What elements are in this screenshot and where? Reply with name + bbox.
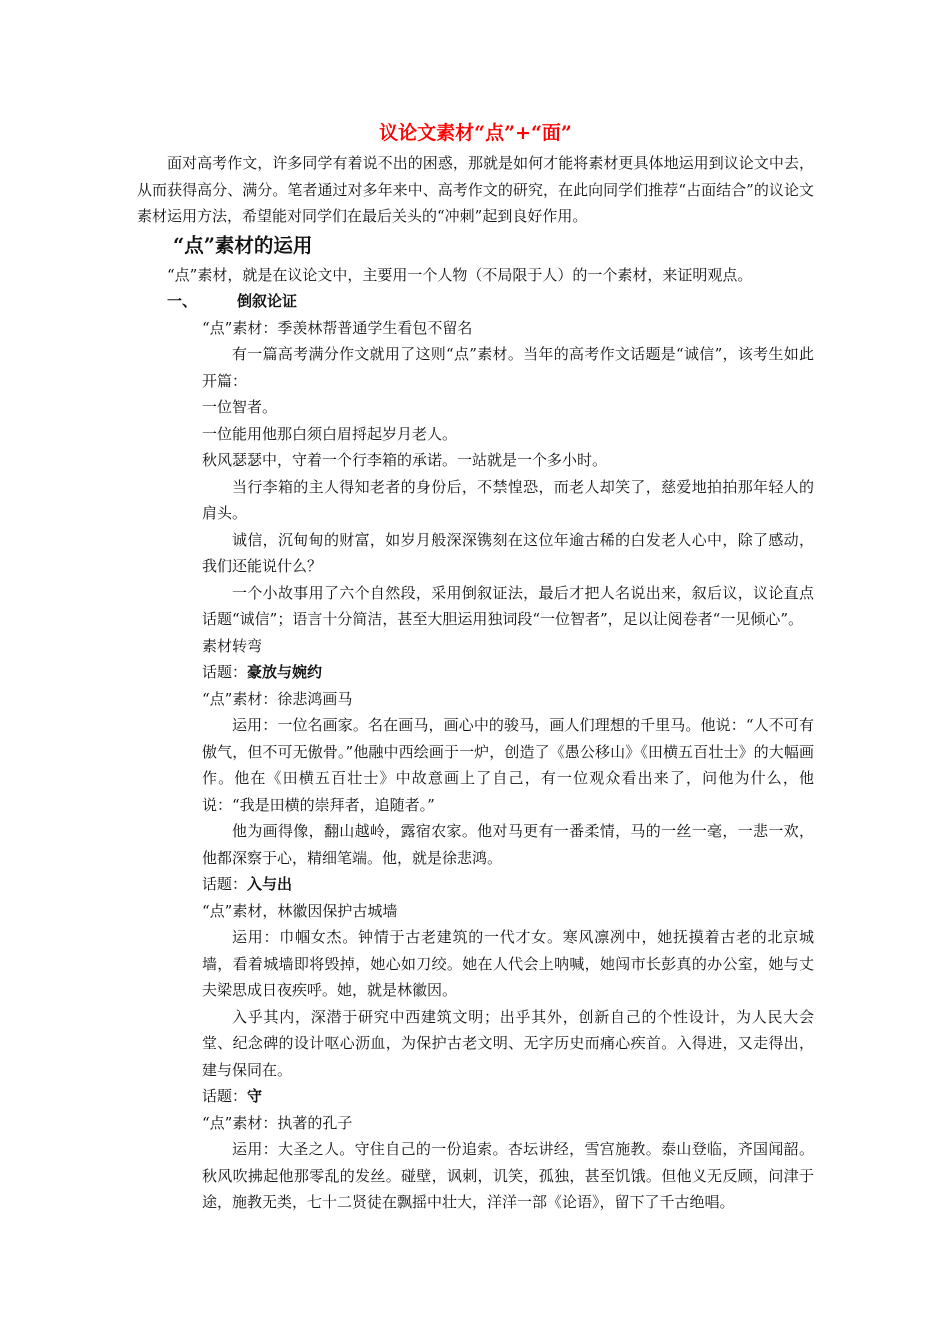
topic-1-value: 豪放与婉约 [247, 663, 323, 681]
transition-line: 素材转弯 [202, 636, 263, 655]
document-page [137, 118, 814, 1216]
story-line-2: 一位能用他那白须白眉捋起岁月老人。 [202, 424, 458, 443]
use-3a: 运用：巾帼女杰。钟情于古老建筑的一代才女。寒风凛冽中，她抚摸着古老的北京城墙，看着城墙即将毁掉，她心如刀绞。她在人代会上呐喊，她闯市长彭真的办公室，她与丈夫梁思成日夜疾呼。她，就是林徽因。 [202, 928, 814, 999]
paragraph-1: 有一篇高考满分作文就用了这则“点”素材。当年的高考作文话题是“诚信”，该考生如此开篇： [202, 345, 814, 390]
use-3b: 入乎其内，深潜于研究中西建筑文明；出乎其外，创新自己的个性设计，为人民大会堂、纪念碑的设计呕心沥血，为保护古老文明、无字历史而痛心疾首。入得进，又走得出，建与保同在。 [202, 1007, 814, 1079]
topic-label: 话题： [202, 875, 248, 893]
story-line-5: 诚信，沉甸甸的财富，如岁月般深深镌刻在这位年逾古稀的白发老人心中，除了感动，我们还能说什么？ [202, 530, 814, 575]
topic-1 [202, 659, 814, 686]
material-1: “点”素材：季羡林帮普通学生看包不留名 [202, 318, 473, 337]
document-title: 议论文素材“点”+“面” [379, 122, 572, 144]
material-4: “点”素材：执著的孔子 [202, 1113, 353, 1132]
story-line-3: 秋风瑟瑟中，守着一个行李箱的承诺。一站就是一个多小时。 [202, 451, 608, 469]
intro-paragraph: 面对高考作文，许多同学有着说不出的困惑，那就是如何才能将素材更具体地运用到议论文中去，从而获得高分、满分。笔者通过对多年来中、高考作文的研究，在此向同学们推荐“占面结合”的议论文素材运用方法，希望能对同学们在最后关头的“冲刺”起到良好作用。 [137, 154, 814, 225]
material-3: “点”素材，林徽因保护古城墙 [202, 901, 398, 920]
material-2: “点”素材：徐悲鸿画马 [202, 689, 353, 708]
paragraph-2: 一个小故事用了六个自然段，采用倒叙证法，最后才把人名说出来，叙后议，议论直点话题“诚信”；语言十分简洁，甚至大胆运用独词段“一位智者”，足以让阅卷者“一见倾心”。 [202, 583, 814, 628]
story-line-4: 当行李箱的主人得知老者的身份后，不禁惶恐，而老人却笑了，慈爱地拍拍那年轻人的肩头。 [202, 477, 814, 522]
topic-label: 话题： [202, 663, 248, 681]
topic-3 [202, 1083, 814, 1110]
use-4: 运用：大圣之人。守住自己的一份追索。杏坛讲经，雪宫施教。泰山登临，齐国闻韶。秋风吹拂起他那零乱的发丝。碰壁，讽刺，讥笑，孤独，甚至饥饿。但他义无反顾，问津于途，施教无类，七十二贤徒在飘摇中壮大，洋洋一部《论语》，留下了千古绝唱。 [202, 1140, 814, 1211]
topic-label: 话题： [202, 1087, 248, 1105]
story-line-1: 一位智者。 [202, 398, 278, 416]
use-2a: 运用：一位名画家。名在画马，画心中的骏马，画人们理想的千里马。他说：“人不可有傲气，但不可无傲骨。”他融中西绘画于一炉，创造了《愚公移山》《田横五百壮士》的大幅画作。他在《田横五百壮士》中故意画上了自己，有一位观众看出来了，问他为什么，他说：“我是田横的崇拜者，追随者。” [202, 716, 814, 814]
topic-2 [202, 871, 814, 898]
part-number: 一、 [167, 292, 198, 310]
topic-2-value: 入与出 [247, 875, 293, 893]
section-intro: “点”素材，就是在议论文中，主要用一个人物（不局限于人）的一个素材，来证明观点。 [167, 265, 753, 284]
section-heading: “点”素材的运用 [173, 233, 313, 257]
topic-3-value: 守 [247, 1087, 263, 1105]
use-2b: 他为画得像，翻山越岭，露宿农家。他对马更有一番柔情，马的一丝一毫，一悲一欢，他都深察于心，精细笔端。他，就是徐悲鸿。 [202, 822, 814, 867]
body-block [202, 315, 814, 1216]
part-heading [167, 288, 814, 315]
part-title: 倒叙论证 [237, 292, 298, 310]
